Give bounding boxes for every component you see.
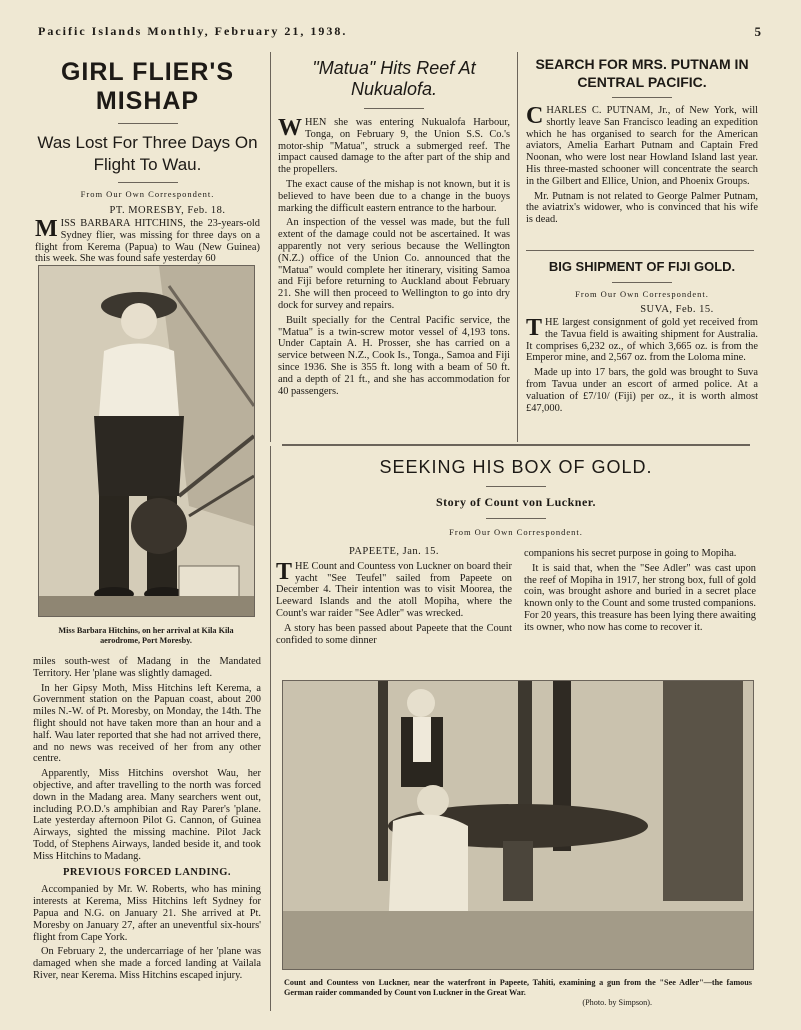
paragraph: Apparently, Miss Hitchins overshot Wau, her objective, and after travelling to the north was forced down in the Madang area. Many searchers went out, including P.O.D.'s amphibian and Ray Parer's 'plane. Late yesterday afternoon Pilot G. Cannon, of Guinea Airways, sighted the missing machine. Pilot Jack Todd, of Stephens Airways, landed beside it, and took Miss Hitchins to Madang.	[33, 768, 261, 862]
paragraph	[278, 117, 510, 176]
byline: From Our Own Correspondent.	[80, 189, 215, 199]
lead-text: ISS BARBARA HITCHINS, the 23-years-old Sydney flier, was missing for three days on a flight from Kerema (Papua) to Wau (New Guinea) this week. She was found safe yesterday 60	[35, 218, 260, 265]
drop-cap: T	[526, 315, 543, 341]
matua-article	[278, 58, 510, 400]
lead-text: HE Count and Countess von Luckner on board their yacht "See Teufel" sailed from Papeete on December 4. Their intention was to visit Moorea, the Leeward Islands and the atoll Mopiha, where the Count's war raider "See Adler" was wrecked.	[276, 560, 512, 619]
article-headline: "Matua" Hits Reef At Nukualofa.	[312, 58, 476, 99]
hitchins-photo	[38, 265, 255, 617]
divider	[118, 182, 178, 183]
column-rule	[270, 52, 271, 442]
article-headline: SEEKING HIS BOX OF GOLD.	[379, 457, 653, 477]
girl-flier-article	[35, 58, 260, 265]
divider	[486, 486, 546, 487]
photo-illustration	[39, 266, 254, 616]
page-number: 5	[754, 24, 763, 39]
byline: From Our Own Correspondent.	[575, 289, 709, 299]
section-rule	[282, 444, 750, 446]
putnam-article	[526, 55, 758, 229]
lead-text: HE largest consignment of gold yet received from the Tavua field is awaiting shipment for Australia. It comprises 6,232 oz., of which 3,665 oz. is from the Emperor mine, and 2,567 oz. from the Loloma mine.	[526, 317, 758, 364]
paragraph: It is said that, when the "See Adler" was cast upon the reef of Mopiha in 1917, her strong box, full of gold coin, was brought ashore and buried in a secret place known only to the Count and some trusted companions. For 20 years, this treasure has been lying there awaiting its owner, who now has come to recover it.	[524, 562, 756, 633]
fiji-gold-article	[526, 258, 758, 417]
paragraph	[276, 558, 512, 620]
paragraph: companions his secret purpose in going to Mopiha.	[524, 548, 737, 559]
lead-text: HARLES C. PUTNAM, Jr., of New York, will shortly leave San Francisco leading an expedition which he has organised to search for the American aviators, Amelia Earhart Putnam and Captain Fred Noonan, who were lost near Howland Island last year. His three-masted schooner will concentrate the search in the Gilbert and Ellice, Union, and Phoenix Groups.	[526, 105, 758, 187]
lead-text: HEN she was entering Nukualofa Harbour, Tonga, on February 9, the Union S.S. Co.'s motor-ship "Matua", struck a submerged reef. The impact caused damage to the after part of the ship and the propellers.	[278, 117, 510, 176]
dateline: SUVA, Feb. 15.	[640, 304, 714, 315]
luckner-col-1	[276, 546, 512, 649]
article-subheadline: Was Lost For Three Days On Flight To Wau.	[37, 133, 258, 174]
girl-flier-body	[33, 656, 261, 985]
matua-body	[278, 117, 510, 397]
article-headline: SEARCH FOR MRS. PUTNAM IN CENTRAL PACIFIC.	[535, 56, 749, 90]
drop-cap: C	[526, 103, 544, 129]
divider	[526, 250, 754, 251]
paragraph: The exact cause of the mishap is not known, but it is believed to have been due to a change in the buoys marking the difficult eastern entrance to the harbour.	[278, 178, 510, 214]
divider	[612, 282, 672, 283]
drop-cap: M	[35, 216, 58, 242]
luckner-article-header	[282, 456, 750, 537]
article-subheadline: Story of Count von Luckner.	[435, 495, 597, 509]
photo-credit: (Photo. by Simpson).	[582, 998, 652, 1007]
paragraph: A story has been passed about Papeete that the Count confided to some dinner	[276, 622, 512, 646]
section-subhead: PREVIOUS FORCED LANDING.	[62, 866, 232, 878]
putnam-body	[526, 105, 758, 226]
dateline: PT. MORESBY, Feb. 18.	[109, 205, 226, 216]
paragraph	[526, 317, 758, 364]
divider	[364, 108, 424, 109]
article-headline: BIG SHIPMENT OF FIJI GOLD.	[548, 259, 736, 274]
column-rule	[270, 446, 271, 1011]
divider	[486, 518, 546, 519]
dateline: PAPEETE, Jan. 15.	[348, 546, 440, 557]
fiji-body	[526, 317, 758, 414]
paragraph: miles south-west of Madang in the Mandated Territory. Her 'plane was slightly damaged.	[33, 656, 261, 679]
paragraph: Mr. Putnam is not related to George Palmer Putnam, the aviatrix's widower, who is convinced that his wife is dead.	[526, 190, 758, 226]
byline: From Our Own Correspondent.	[449, 527, 583, 537]
running-head	[38, 24, 763, 42]
caption-text: Count and Countess von Luckner, near the waterfront in Papeete, Tahiti, examining a gun from the "See Adler"—the famous German raider commanded by Count von Luckner in the Great War.	[284, 978, 752, 997]
paragraph: An inspection of the vessel was made, but the full extent of the damage could not be ascertained. It was apparently not very serious because the Wellington (N.Z.) office of the Union Co. announced that the "Matua" would complete her itinerary, visiting Samoa and Fiji before returning to Auckland about February 21. She will then proceed to Wellington to go into dry dock for survey and repairs.	[278, 217, 510, 311]
luckner-col-2	[524, 548, 756, 637]
paragraph: In her Gipsy Moth, Miss Hitchins left Kerema, a Government station on the Papuan coast, about 200 miles N.-W. of Pt. Moresby, on Monday, the 14th. The flight should not have taken more than an hour and a half. Wau later reported that she had not arrived there, and no news was received of her from any other centre.	[33, 682, 261, 765]
paragraph: Accompanied by Mr. W. Roberts, who has mining interests at Kerema, Miss Hitchins left Sydney for Papua and N.G. on January 21. She arrived at Pt. Moresby on January 27, after an uneventful six-hours' flight from Cape York.	[33, 884, 261, 943]
lead-paragraph	[35, 218, 260, 265]
paragraph: Made up into 17 bars, the gold was brought to Suva from Tavua under an escort of armed police. At a valuation of £7/10/ (Fiji) per oz., it is worth almost £47,000.	[526, 367, 758, 414]
column-rule	[517, 52, 518, 442]
paragraph: Built specially for the Central Pacific service, the "Matua" is a twin-screw motor vessel of 4,193 tons. Under Captain A. H. Prosser, she has carried on a service between N.Z., Cook Is., Tonga., Samoa and Fiji since 1936. She is 355 ft. long with a beam of 50 ft. and a depth of 21 ft., and she has accommodation for 40 passengers.	[278, 314, 510, 397]
paragraph: On February 2, the undercarriage of her 'plane was damaged when she made a forced landing at Vailala River, near Kerema. Miss Hitchins escaped injury.	[33, 946, 261, 981]
photo-caption	[284, 978, 752, 1008]
divider	[118, 123, 178, 124]
drop-cap: T	[276, 558, 293, 585]
journal-title: Pacific Islands Monthly, February 21, 1938.	[38, 24, 348, 38]
paragraph	[526, 105, 758, 188]
article-headline: GIRL FLIER'S MISHAP	[60, 58, 235, 115]
photo-caption: Miss Barbara Hitchins, on her arrival at Kila Kila aerodrome, Port Moresby.	[58, 626, 234, 645]
luckner-photo	[282, 680, 754, 970]
photo-illustration	[283, 681, 753, 969]
divider	[612, 97, 672, 98]
drop-cap: W	[278, 115, 302, 141]
